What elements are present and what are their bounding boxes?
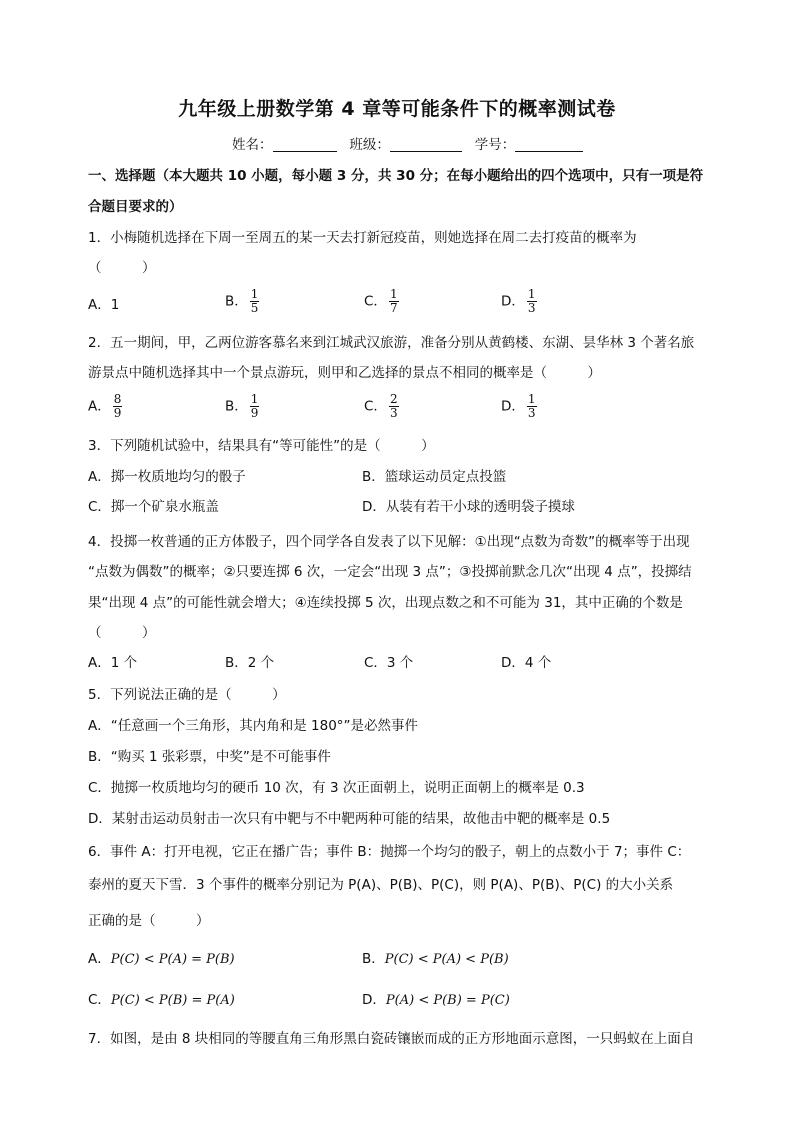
q1-option-c-label: C． xyxy=(364,293,387,310)
q4-stem-line-2: “点数为偶数”的概率；②只要连掷 6 次，一定会“出现 3 点”；③投掷前默念几次“出现 4 点”，投掷结 xyxy=(88,564,692,580)
section-header-line-1: 一、选择题（本大题共 10 小题，每小题 3 分，共 30 分；在每小题给出的四个选项中，只有一项是符 xyxy=(88,168,704,184)
q1-option-c[interactable] xyxy=(364,288,399,315)
q1-stem: 1．小梅随机选择在下周一至周五的某一天去打新冠疫苗，则她选择在周二去打疫苗的概率为 xyxy=(88,230,637,246)
q2-stem-line-2: 游景点中随机选择其中一个景点游玩，则甲和乙选择的景点不相同的概率是（ ） xyxy=(88,365,601,381)
student-info xyxy=(232,133,583,153)
q2-option-d-fraction: $\frac{1}{3}$ xyxy=(527,392,536,420)
q6-stem-line-1: 6．事件 A：打开电视，它正在播广告；事件 B：抛掷一个均匀的骰子，朝上的点数小于 7；事件 C： xyxy=(88,844,691,860)
q6-option-d-label: D． xyxy=(362,992,386,1008)
q1-option-b-fraction: $\frac{1}{5}$ xyxy=(250,287,259,315)
q5-option-b[interactable]: B．“购买 1 张彩票，中奖”是不可能事件 xyxy=(88,749,331,765)
q2-option-a-label: A． xyxy=(88,398,111,415)
q4-option-a[interactable]: A．1 个 xyxy=(88,655,138,671)
q6-stem-line-3: 正确的是（ ） xyxy=(88,913,210,929)
name-label: 姓名： xyxy=(232,137,273,153)
q6-option-d[interactable] xyxy=(362,991,510,1010)
q1-option-b[interactable] xyxy=(225,288,259,315)
q1-option-d-label: D． xyxy=(501,293,525,310)
q2-option-c[interactable] xyxy=(364,393,399,420)
q3-option-d[interactable]: D．从装有若干小球的透明袋子摸球 xyxy=(362,499,575,515)
q6-option-c-expr: P(C) < P(B) = P(A) xyxy=(110,993,235,1008)
q2-option-a-fraction: $\frac{8}{9}$ xyxy=(113,392,122,420)
q3-option-c[interactable]: C．掷一个矿泉水瓶盖 xyxy=(88,499,219,515)
q4-paren: （ ） xyxy=(88,625,156,641)
q6-option-a-label: A． xyxy=(88,951,111,967)
q5-option-d[interactable]: D．某射击运动员射击一次只有中靶与不中靶两种可能的结果，故他击中靶的概率是 0.5 xyxy=(88,811,611,827)
q2-option-b-label: B． xyxy=(225,398,248,415)
q2-option-b-fraction: $\frac{1}{9}$ xyxy=(250,392,259,420)
section-header-line-2: 合题目要求的） xyxy=(88,199,183,215)
q1-option-a[interactable]: A．1 xyxy=(88,297,120,313)
page-title: 九年级上册数学第 4 章等可能条件下的概率测试卷 xyxy=(178,98,616,120)
q4-stem-line-3: 果“出现 4 点”的可能性就会增大；④连续投掷 5 次，出现点数之和不可能为 31，其中正确的个数是 xyxy=(88,595,683,611)
q4-stem-line-1: 4．投掷一枚普通的正方体骰子，四个同学各自发表了以下见解：①出现“点数为奇数”的概率等于出现 xyxy=(88,534,690,550)
q4-option-b[interactable]: B．2 个 xyxy=(225,655,275,671)
class-label: 班级： xyxy=(349,137,390,153)
q6-option-b-expr: P(C) < P(A) < P(B) xyxy=(384,952,509,967)
q2-stem-line-1: 2．五一期间，甲，乙两位游客慕名来到江城武汉旅游，准备分别从黄鹤楼、东湖、昙华林 3 个著名旅 xyxy=(88,335,695,351)
id-blank[interactable] xyxy=(515,137,583,152)
q1-paren: （ ） xyxy=(88,260,156,276)
q2-option-a[interactable] xyxy=(88,393,122,420)
q5-option-c[interactable]: C．抛掷一枚质地均匀的硬币 10 次，有 3 次正面朝上，说明正面朝上的概率是 0.3 xyxy=(88,780,585,796)
q1-option-b-label: B． xyxy=(225,293,248,310)
q5-option-a[interactable]: A．“任意画一个三角形，其内角和是 180°”是必然事件 xyxy=(88,718,419,734)
q4-option-c[interactable]: C．3 个 xyxy=(364,655,414,671)
class-blank[interactable] xyxy=(390,137,462,152)
q1-option-d[interactable] xyxy=(501,288,537,315)
q4-option-d[interactable]: D．4 个 xyxy=(501,655,552,671)
q7-stem-line-1: 7．如图，是由 8 块相同的等腰直角三角形黑白瓷砖镶嵌而成的正方形地面示意图，一只蚂蚁在上面自 xyxy=(88,1031,695,1047)
q3-stem: 3．下列随机试验中，结果具有“等可能性”的是（ ） xyxy=(88,438,435,454)
q1-option-c-fraction: $\frac{1}{7}$ xyxy=(389,287,398,315)
q6-option-b-label: B． xyxy=(362,951,385,967)
q2-option-b[interactable] xyxy=(225,393,259,420)
q6-option-d-expr: P(A) < P(B) = P(C) xyxy=(385,993,510,1008)
q2-option-c-label: C． xyxy=(364,398,387,415)
q6-option-a-expr: P(C) < P(A) = P(B) xyxy=(110,952,235,967)
name-blank[interactable] xyxy=(273,137,337,152)
q2-option-c-fraction: $\frac{2}{3}$ xyxy=(389,392,398,420)
q1-option-d-fraction: $\frac{1}{3}$ xyxy=(527,287,536,315)
q6-option-c-label: C． xyxy=(88,992,111,1008)
q2-option-d-label: D． xyxy=(501,398,525,415)
q6-option-a[interactable] xyxy=(88,950,235,969)
id-label: 学号： xyxy=(474,137,516,153)
q3-option-a[interactable]: A．掷一枚质地均匀的骰子 xyxy=(88,469,246,485)
q6-option-b[interactable] xyxy=(362,950,509,969)
q6-stem-line-2: 泰州的夏天下雪．3 个事件的概率分别记为 P(A)、P(B)、P(C)，则 P(A)、P(B)、P(C) 的大小关系 xyxy=(88,877,674,893)
q6-option-c[interactable] xyxy=(88,991,235,1010)
q5-stem: 5．下列说法正确的是（ ） xyxy=(88,687,286,703)
q2-option-d[interactable] xyxy=(501,393,537,420)
q3-option-b[interactable]: B．篮球运动员定点投篮 xyxy=(362,469,507,485)
